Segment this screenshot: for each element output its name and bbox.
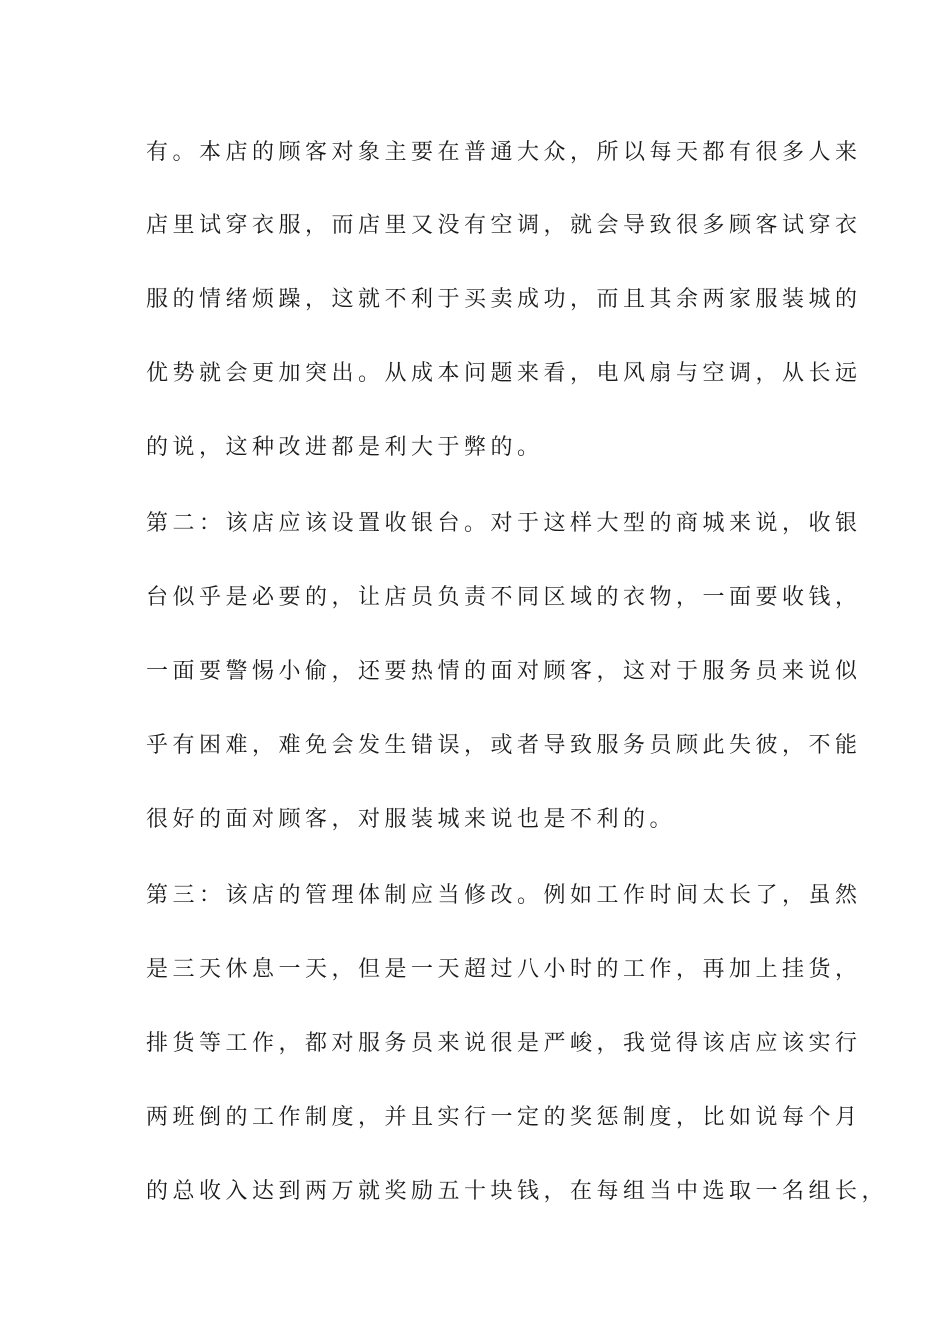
text-line: 的总收入达到两万就奖励五十块钱，在每组当中选取一名组长， <box>146 1179 889 1204</box>
text-line: 服的情绪烦躁，这就不利于买卖成功，而且其余两家服装城的 <box>146 287 862 312</box>
text-line: 第三：该店的管理体制应当修改。例如工作时间太长了，虽然 <box>146 883 862 908</box>
text-line: 台似乎是必要的，让店员负责不同区域的衣物，一面要收钱， <box>146 585 862 610</box>
text-line: 的说，这种改进都是利大于弊的。 <box>146 435 544 460</box>
text-line: 排货等工作，都对服务员来说很是严峻，我觉得该店应该实行 <box>146 1031 862 1056</box>
text-line: 第二：该店应该设置收银台。对于这样大型的商城来说，收银 <box>146 511 862 536</box>
text-line: 店里试穿衣服，而店里又没有空调，就会导致很多顾客试穿衣 <box>146 213 862 238</box>
text-line: 很好的面对顾客，对服装城来说也是不利的。 <box>146 807 677 832</box>
text-line: 乎有困难，难免会发生错误，或者导致服务员顾此失彼，不能 <box>146 733 862 758</box>
text-line: 是三天休息一天，但是一天超过八小时的工作，再加上挂货， <box>146 957 862 982</box>
text-line: 优势就会更加突出。从成本问题来看，电风扇与空调，从长远 <box>146 361 862 386</box>
text-line: 两班倒的工作制度，并且实行一定的奖惩制度，比如说每个月 <box>146 1105 862 1130</box>
text-line: 有。本店的顾客对象主要在普通大众，所以每天都有很多人来 <box>146 140 862 165</box>
text-line: 一面要警惕小偷，还要热情的面对顾客，这对于服务员来说似 <box>146 659 862 684</box>
